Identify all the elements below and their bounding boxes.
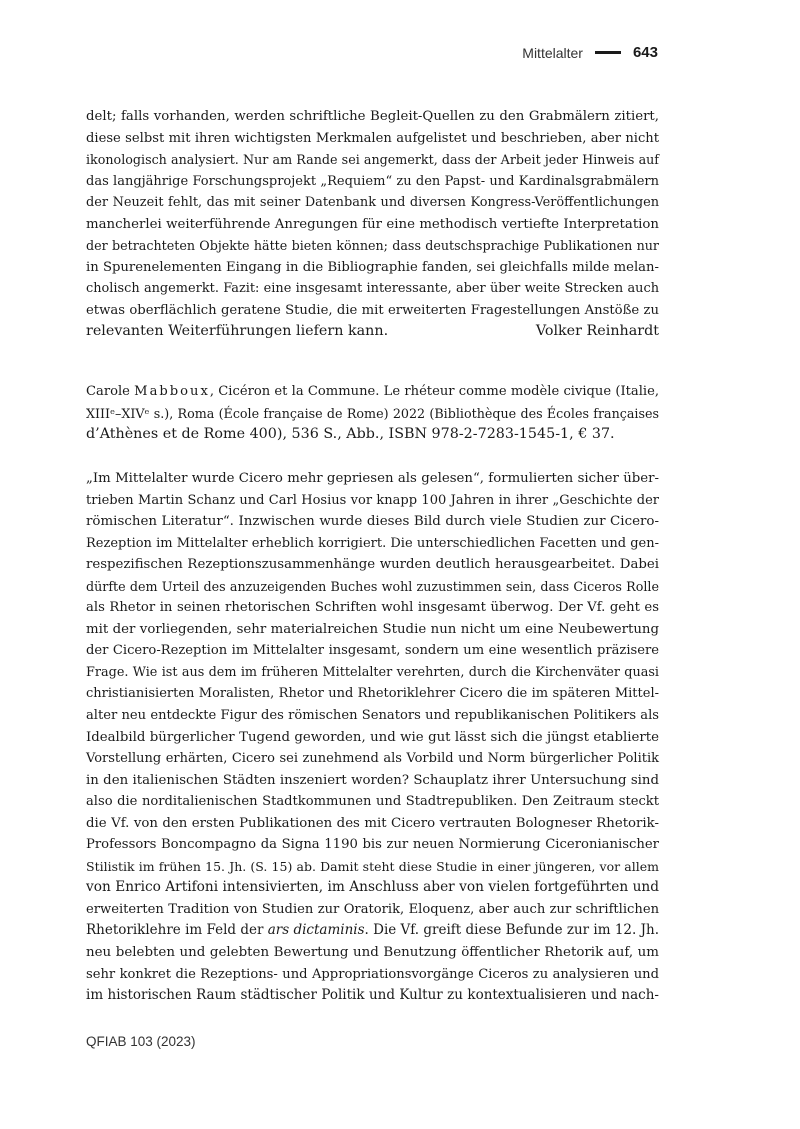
citation-line: XIIIᵉ–XIVᵉ s.), Roma (École française de Rome) 2022 (Bibliothèque des Écoles françaises — [86, 405, 659, 421]
reviewer-name: Volker Reinhardt — [535, 323, 659, 340]
text-line: von Enrico Artifoni intensivierten, im Anschluss aber von vielen fortgeführten und — [86, 879, 659, 896]
text-line: diese selbst mit ihren wichtigsten Merkmalen aufgelistet und beschrieben, aber nicht — [86, 130, 659, 146]
text-line — [86, 920, 659, 942]
text-line: in den italienischen Städten inszeniert worden? Schauplatz ihrer Untersuchung sind — [86, 772, 659, 788]
text-line: sehr konkret die Rezeptions- und Appropriationsvorgänge Ciceros zu analysieren und — [86, 966, 659, 982]
text-line: dürfte dem Urteil des anzuzeigenden Buches wohl zuzustimmen sein, dass Ciceros Rolle — [86, 578, 659, 594]
section-title: Mittelalter — [522, 44, 583, 61]
text-line: also die norditalienischen Stadtkommunen und Stadtrepubliken. Den Zeitraum steckt — [86, 794, 659, 810]
author-last-name: Mabboux — [134, 384, 210, 399]
text-line: in Spurenelementen Eingang in die Bibliographie fanden, sei gleichfalls milde melan- — [86, 259, 659, 275]
text-line: erweiterten Tradition von Studien zur Oratorik, Eloquenz, aber auch zur schriftlichen — [86, 901, 659, 917]
text-line: Rezeption im Mittelalter erheblich korrigiert. Die unterschiedlichen Facetten und gen- — [86, 535, 659, 551]
previous-review-ending — [86, 106, 659, 343]
text-segment: . Die Vf. greift diese Befunde zur im 12. Jh. — [364, 922, 659, 939]
text-line: der betrachteten Objekte hätte bieten können; dass deutschsprachige Publikationen nur — [86, 238, 659, 254]
book-citation — [86, 381, 659, 446]
text-line: respezifischen Rezeptionszusammenhänge wurden deutlich herausgearbeitet. Dabei — [86, 557, 659, 573]
text-line: im historischen Raum städtischer Politik und Kultur zu kontextualisieren und nach- — [86, 987, 659, 1004]
citation-line: d’Athènes et de Rome 400), 536 S., Abb., ISBN 978-2-7283-1545-1, € 37. — [86, 426, 615, 443]
text-line: der Cicero-Rezeption im Mittelalter insgesamt, sondern um eine wesentlich präzisere — [86, 643, 659, 659]
text-line: Frage. Wie ist aus dem im früheren Mittelalter verehrten, durch die Kirchenväter quasi — [86, 664, 659, 680]
header-rule — [595, 51, 621, 54]
running-head — [522, 44, 658, 61]
text-line: Professors Boncompagno da Signa 1190 bis zur neuen Normierung Ciceronianischer — [86, 837, 659, 853]
text-line: christianisierten Moralisten, Rhetor und Rhetoriklehrer Cicero die im späteren Mittel- — [86, 686, 659, 702]
text-line: neu belebten und gelebten Bewertung und Benutzung öffentlicher Rhetorik auf, um — [86, 945, 659, 961]
text-line: Stilistik im frühen 15. Jh. (S. 15) ab. Damit steht diese Studie in einer jüngeren, vor allem — [86, 858, 659, 874]
italic-term: ars dictaminis — [267, 922, 365, 939]
citation-title: , Cicéron et la Commune. Le rhéteur comme modèle civique (Italie, — [209, 384, 660, 399]
text-line: relevanten Weiterführungen liefern kann. — [86, 323, 389, 340]
text-line: der Neuzeit fehlt, das mit seiner Datenbank und diversen Kongress-Veröffentlichungen — [86, 195, 659, 211]
text-line: das langjährige Forschungsprojekt „Requiem“ zu den Papst- und Kardinalsgrabmälern — [86, 173, 659, 189]
text-line: „Im Mittelalter wurde Cicero mehr gepriesen als gelesen“, formulierten sicher über- — [86, 471, 659, 486]
text-line: Vorstellung erhärten, Cicero sei zunehmend als Vorbild und Norm bürgerlicher Politik — [86, 751, 659, 767]
journal-footer: QFIAB 103 (2023) — [86, 1034, 196, 1049]
closing-line — [86, 321, 659, 343]
text-line: delt; falls vorhanden, werden schriftliche Begleit-Quellen zu den Grabmälern zitiert, — [86, 109, 659, 124]
text-line: alter neu entdeckte Figur des römischen Senators und republikanischen Politikers als — [86, 708, 659, 724]
text-line: römischen Literatur“. Inzwischen wurde dieses Bild durch viele Studien zur Cicero- — [86, 514, 659, 530]
text-segment: Rhetoriklehre im Feld der — [86, 922, 268, 939]
text-line: die Vf. von den ersten Publikationen des mit Cicero vertrauten Bologneser Rhetorik- — [86, 815, 659, 831]
text-line: mit der vorliegenden, sehr materialreichen Studie nun nicht um eine Neubewertung — [86, 621, 659, 637]
text-line: trieben Martin Schanz und Carl Hosius vor knapp 100 Jahren in ihrer „Geschichte der — [86, 492, 659, 508]
text-line: etwas oberflächlich geratene Studie, die mit erweiterten Fragestellungen Anstöße zu — [86, 302, 659, 318]
text-line: mancherlei weiterführende Anregungen für eine methodisch vertiefte Interpretation — [86, 216, 659, 232]
text-line: Idealbild bürgerlicher Tugend geworden, und wie gut lässt sich die jüngst etablierte — [86, 729, 659, 745]
review-body — [86, 468, 659, 1007]
page-number: 643 — [632, 44, 658, 61]
citation-line — [86, 381, 659, 403]
author-first-name: Carole — [86, 384, 130, 399]
text-line: ikonologisch analysiert. Nur am Rande sei angemerkt, dass der Arbeit jeder Hinweis auf — [86, 152, 659, 168]
text-line: als Rhetor in seinen rhetorischen Schriften wohl insgesamt überwog. Der Vf. geht es — [86, 600, 659, 616]
text-line: cholisch angemerkt. Fazit: eine insgesamt interessante, aber über weite Strecken auch — [86, 281, 659, 297]
